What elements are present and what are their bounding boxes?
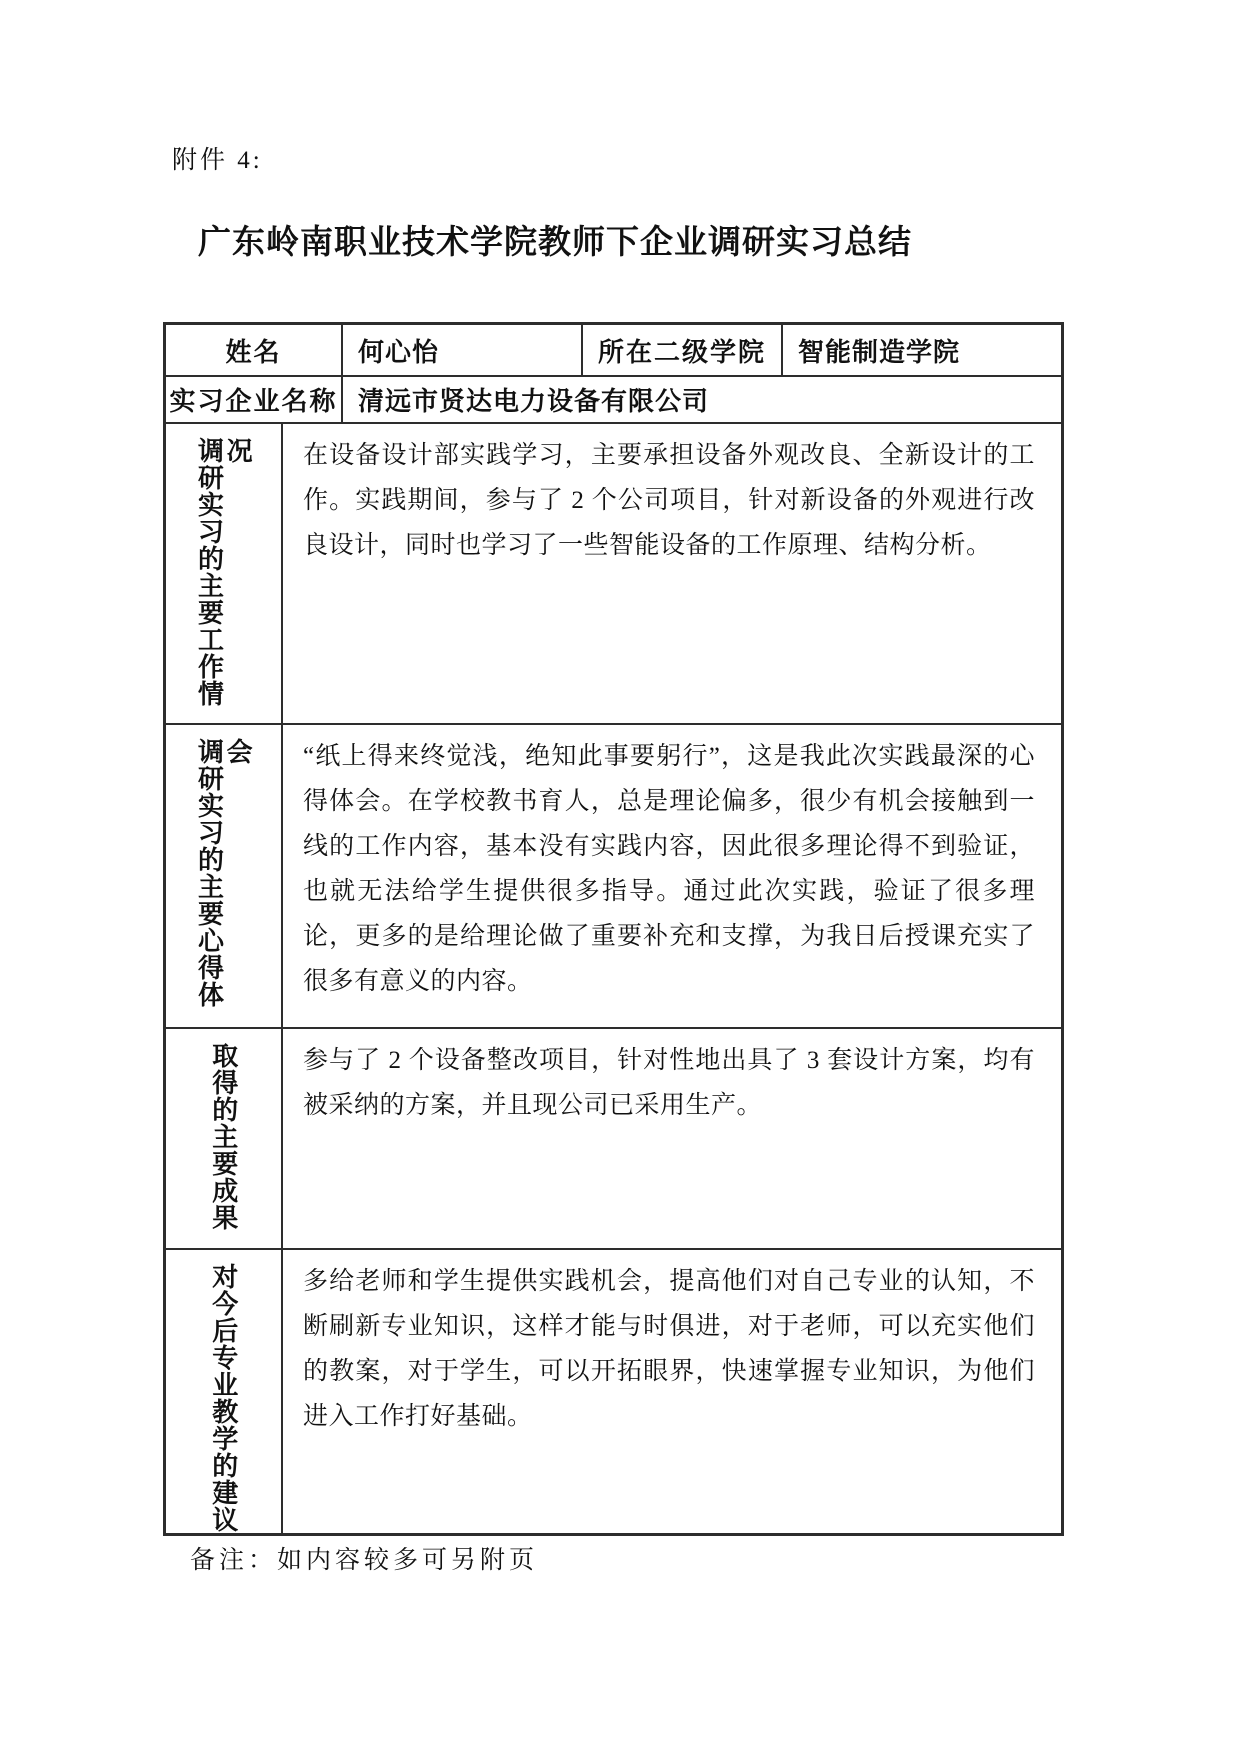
table-row-achievements <box>166 1029 1061 1250</box>
work-situation-header: 调研实习的主要工作情况 <box>194 437 254 707</box>
name-value-cell: 何心怡 <box>343 325 583 375</box>
college-label-cell: 所在二级学院 <box>583 325 783 375</box>
achievements-header-cell <box>166 1029 283 1248</box>
achievements-header: 取得的主要成果 <box>208 1042 239 1231</box>
summary-form-table <box>163 322 1064 1536</box>
company-value-cell: 清远市贤达电力设备有限公司 <box>358 387 710 416</box>
work-situation-header-cell <box>166 424 283 723</box>
experience-header: 调研实习的主要心得体会 <box>194 738 254 1008</box>
work-situation-content: 在设备设计部实践学习，主要承担设备外观改良、全新设计的工作。实践期间，参与了 2 个公司项目，针对新设备的外观进行改良设计，同时也学习了一些智能设备的工作原理、结构分析。 <box>303 442 1035 559</box>
experience-header-cell <box>166 725 283 1027</box>
suggestions-header-cell <box>166 1250 283 1533</box>
table-row-company <box>166 377 1061 424</box>
company-label-cell: 实习企业名称 <box>166 377 343 422</box>
table-row-suggestions <box>166 1250 1061 1533</box>
table-row-work-situation <box>166 424 1061 725</box>
experience-content: “纸上得来终觉浅，绝知此事要躬行”，这是我此次实践最深的心得体会。在学校教书育人，总是理论偏多，很少有机会接触到一线的工作内容，基本没有实践内容，因此很多理论得不到验证，也就无法给学生提供很多指导。通过此次实践，验证了很多理论，更多的是给理论做了重要补充和支撑，为我日后授课充实了很多有意义的内容。 <box>303 743 1035 995</box>
college-value-cell: 智能制造学院 <box>798 337 961 367</box>
achievements-content: 参与了 2 个设备整改项目，针对性地出具了 3 套设计方案，均有被采纳的方案，并且现公司已采用生产。 <box>303 1047 1035 1119</box>
footer-note: 备注：如内容较多可另附页 <box>190 1547 539 1574</box>
suggestions-content: 多给老师和学生提供实践机会，提高他们对自己专业的认知，不断刷新专业知识，这样才能与时俱进，对于老师，可以充实他们的教案，对于学生，可以开拓眼界，快速掌握专业知识，为他们进入工作打好基础。 <box>303 1268 1035 1430</box>
name-label-cell: 姓名 <box>166 325 343 375</box>
attachment-label: 附件 4: <box>172 147 263 174</box>
suggestions-header: 对今后专业教学的建议 <box>208 1263 239 1533</box>
table-row-name <box>166 325 1061 377</box>
table-row-experience <box>166 725 1061 1029</box>
page-title: 广东岭南职业技术学院教师下企业调研实习总结 <box>198 223 912 260</box>
